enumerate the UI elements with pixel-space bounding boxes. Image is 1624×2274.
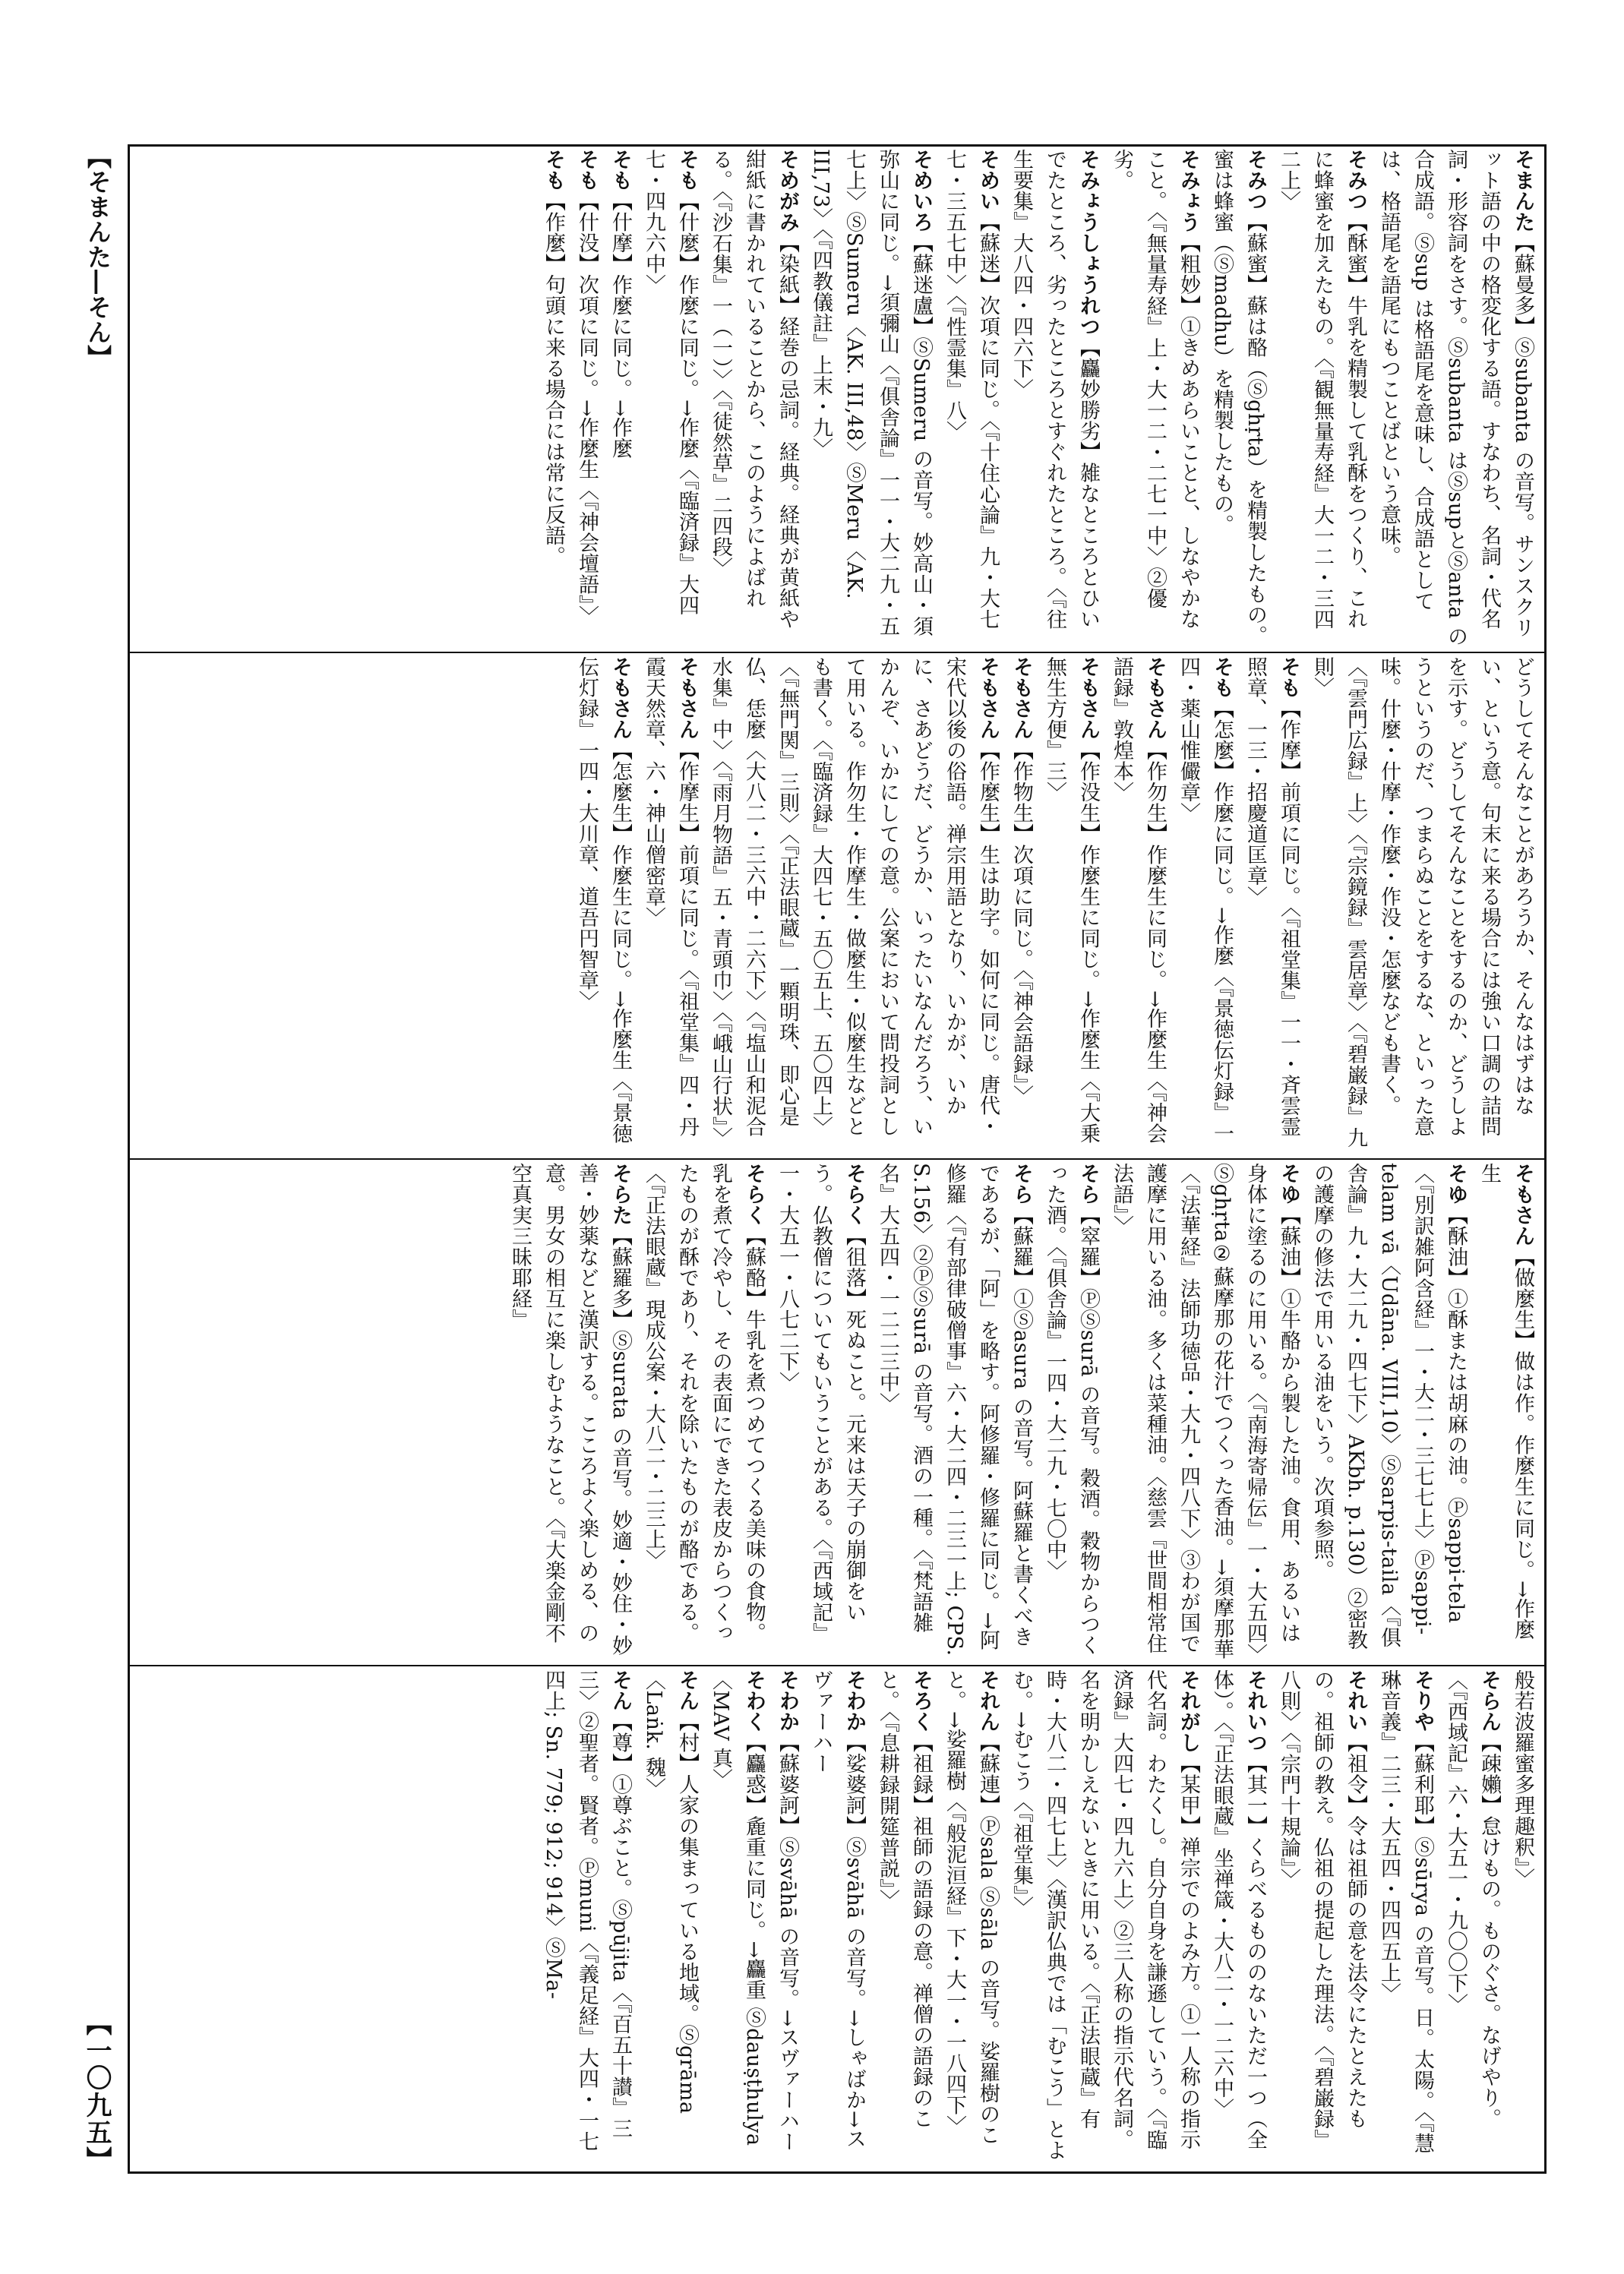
entry-body: 【窣羅】ⓅⓈsurā の音写。穀酒。穀物からつくった酒。〈『俱舎論』一四・大二九・七〇中〉	[1043, 1163, 1100, 1656]
entry-headword: そまんた	[1511, 149, 1534, 232]
entry-headword: そも	[608, 149, 632, 191]
dictionary-entry	[1038, 656, 1104, 1154]
dictionary-entry	[1472, 1163, 1539, 1660]
dictionary-entry	[536, 1669, 637, 2169]
dictionary-entry	[703, 656, 1004, 1154]
entry-body: 【疎嬾】怠けもの。ものぐさ。なげやり。〈『西域記』六・大五一・九〇〇下〉	[1444, 1669, 1501, 2129]
entry-body: 【蘇連】Ⓟsala Ⓢsāla の音写。娑羅樹のこと。→娑羅樹〈『般泥洹経』下・大一・一八四下〉	[943, 1669, 1000, 2146]
entry-headword: そらた	[608, 1163, 632, 1226]
entry-headword: そもさん	[675, 656, 699, 740]
band-divider-2	[128, 1158, 1547, 1160]
entry-body: 【蘇酪】牛乳を煮つめてつくる美味の食物。乳を煮て冷やし、その表面にできた表皮からつくったものが酥であり、それを除いたものが酪である。〈『正法眼蔵』現成公案・大八二・二三上〉	[642, 1163, 766, 1644]
entry-body: 【作勿生】作麼生に同じ。→作麼生〈『神会語録』敦煌本〉	[1110, 656, 1167, 1145]
entry-headword: そもさん	[1009, 656, 1033, 740]
entry-body: 【麤妙勝劣】雑なところとひいでたところ、劣ったところとすぐれたところ。〈『往生要集』大八四・四六下〉	[1009, 149, 1100, 630]
entry-body: 【作摩】前項に同じ。〈『祖堂集』一一・斉雲霊照章、一三・招慶道匡章〉	[1243, 656, 1300, 1137]
entry-headword: そわか	[842, 1669, 866, 1732]
entry-body: 【蘇油】①牛酪から製した油。食用、あるいは身体に塗るのに用いる。〈『南海寄帰伝』一・大五四〉Ⓢghṛta②蘇摩那の花汁でつくった香油。→須摩那華〈『法華経』法師功徳品・大九・四八下〉③わが国で護摩に用いる油。多くは菜種油。〈慈雲『世間相常住法語』〉	[1110, 1163, 1300, 1660]
dictionary-entry	[1305, 1163, 1472, 1660]
entry-headword: そん	[608, 1669, 632, 1711]
entry-body: 【作没生】作麼生に同じ。→作麼生〈『大乗無生方便』三〉	[1043, 656, 1100, 1145]
entry-body: 【什麼】作麼に同じ。→作麼〈『臨済録』大四七・四九六中〉	[642, 149, 699, 616]
entry-body: 【作麼生】生は助字。如何に同じ。唐代・宋代以後の俗語。禅宗用語となり、いかが、いかに、さあどうだ、どうか、いったいなんだろう、いかんぞ、いかにしての意。公案において問投詞として用いる。作勿生・作摩生・做麼生・似麼生などとも書く。〈『臨済録』大四七・五〇五上、五〇四上〉〈『無門関』三則〉〈『正法眼蔵』一顆明珠、即心是仏、恁麼〈大八二・三六中・二六下〉〈『塩山和泥合水集』中〉〈『雨月物語』五・青頭巾〉〈『峨山行状』〉	[709, 656, 1000, 1148]
entry-headword: そもさん	[608, 656, 632, 740]
entry-body: 【蘇蜜】蘇は酪（Ⓢghṛta）を精製したもの。蜜は蜂蜜（Ⓢmadhu）を精製したもの。	[1210, 149, 1267, 646]
dictionary-entry	[1272, 149, 1372, 647]
dictionary-entry	[1238, 656, 1305, 1154]
entry-body: 【染紙】経巻の忌詞。経典。経典が黄紙や紺紙に書かれていることから、このようによばれる。〈『沙石集』一（一）〉〈『徒然草』二四段〉	[709, 149, 799, 630]
entry-headword: そも	[542, 149, 565, 191]
dictionary-entry	[1004, 149, 1104, 647]
dictionary-entry	[870, 1163, 1038, 1660]
dictionary-entry	[1004, 656, 1038, 1154]
dictionary-entry	[703, 1669, 770, 2169]
entry-body: 【作摩生】前項に同じ。〈『祖堂集』四・丹霞天然章、六・神山僧密章〉	[642, 656, 699, 1137]
entry-body: 【粗妙】①きめあらいことと、しなやかなこと。〈『無量寿経』上・大一二・二七一中〉②優劣。	[1110, 149, 1200, 630]
entry-headword: そわく	[742, 1669, 766, 1732]
page-number: 【一〇九五】	[81, 2010, 112, 2174]
entry-headword: そも	[1210, 656, 1234, 698]
entry-headword: そら	[1009, 1163, 1033, 1205]
dictionary-entry	[1205, 1669, 1272, 2169]
entry-headword: そら	[1076, 1163, 1100, 1205]
entry-headword: それいつ	[1243, 1669, 1267, 1753]
dictionary-entry	[1372, 1669, 1439, 2169]
entry-body: 【蘇迷】次項に同じ。〈『十住心論』九・大七七・三五七中〉〈『性霊集』八〉	[943, 149, 1000, 630]
entry-body: 【酥蜜】牛乳を精製して乳酥をつくり、これに蜂蜜を加えたもの。〈『観無量寿経』大一二・三四二上〉	[1277, 149, 1367, 630]
dictionary-entry	[804, 1669, 870, 2169]
entry-headword: そらん	[1477, 1669, 1501, 1732]
entry-body: 【蘇迷盧】ⓈSumeru の音写。妙高山・須弥山に同じ。→須彌山〈『俱舎論』一一・大二九・五七上〉ⓈSumeru〈AK. III,48〉ⓈMeru〈AK. III,73〉〈『四教儀註』上末・九〉	[809, 149, 933, 637]
entry-headword: それん	[976, 1669, 1000, 1732]
dictionary-entry	[637, 1669, 703, 2169]
entry-headword: そめい	[976, 149, 1000, 212]
dictionary-entry	[1506, 1669, 1539, 2169]
dictionary-entry	[637, 656, 703, 1154]
entry-body: 【徂落】死ぬこと。元来は天子の崩御をいう。仏教僧についてもいうことがある。〈『西域記』一・大五一・八七二下〉	[776, 1163, 866, 1644]
dictionary-entry	[804, 149, 937, 647]
entry-headword: そも	[1277, 656, 1300, 698]
entry-headword: そめいろ	[909, 149, 933, 232]
entry-body: 【村】人家の集まっている地域。Ⓢgrāma〈Laṅk. 魏〉	[642, 1669, 699, 2115]
entry-headword: そみつ	[1243, 149, 1267, 212]
entry-body: 【蘇羅多】Ⓢsurata の音写。妙適・妙住・妙善・妙薬などと漢訳する。こころよく楽しめる、の意。男女の相互に楽しむようなこと。〈『大楽金剛不空真実三昧耶経』	[508, 1163, 632, 1657]
dictionary-entry	[503, 1163, 637, 1660]
dictionary-entry	[1038, 1163, 1104, 1660]
entry-body: 【怎麼生】作麼生に同じ。→作麼生〈『景徳伝灯録』一四・大川章、道吾円智章〉	[575, 656, 632, 1145]
entry-headword: そも	[675, 149, 699, 191]
dictionary-entry	[870, 1669, 937, 2169]
band-divider-3	[128, 1665, 1547, 1666]
entry-headword: そもさん	[1511, 1163, 1534, 1246]
entry-body: 般若波羅蜜多理趣釈』〉	[1511, 1669, 1534, 1889]
dictionary-column-band-4	[135, 1669, 1539, 2169]
entry-body: 【其一】くらべるもののないただ一つ（全体）。〈『正法眼蔵』坐禅箴・大八二・一二六中〉	[1210, 1669, 1267, 2150]
entry-body: 【怎麼】作麼に同じ。→作麼〈『景徳伝灯録』一四・薬山惟儼章〉	[1177, 656, 1234, 1145]
entry-headword: そわか	[776, 1669, 799, 1732]
entry-headword: そみょうしょうれつ	[1076, 149, 1100, 337]
dictionary-entry	[1104, 656, 1171, 1154]
entry-body: 【某甲】禅宗でのよみ方。①一人称の指示代名詞。わたくし。自分自身を謙遜していう。〈『臨済録』大四七・四九六上〉②三人称の指示代名詞。名を明かしえないときに用いる。〈『正法眼蔵』有時・大八二・四七上〉〈漢訳仏典では「むこう」とよむ。→むこう〈『祖堂集』〉	[1009, 1669, 1200, 2161]
dictionary-entry	[536, 149, 570, 647]
entry-headword: そみつ	[1344, 149, 1367, 212]
dictionary-entry	[1272, 1669, 1372, 2169]
entry-headword: そろく	[909, 1669, 933, 1732]
dictionary-entry	[937, 1669, 1004, 2169]
entry-headword: そめがみ	[776, 149, 799, 232]
dictionary-entry	[1104, 1163, 1305, 1660]
dictionary-entry	[937, 149, 1004, 647]
entry-headword: そもさん	[1076, 656, 1100, 740]
entry-body: 【作物生】次項に同じ。〈『神会語録』〉	[1009, 740, 1033, 1106]
dictionary-entry	[1372, 149, 1539, 647]
entry-body: 【酥油】①酥または胡麻の油。Ⓟsappi-tela〈『別訳雑阿含経』一・大二・三七七上〉Ⓟsappi-telam vā〈Udāna. VIII,10〉Ⓢsarpis-taila〈『俱舎論』九・大二九・四七下〉AKbh. p.130）②密教の護摩の修法で用いる油をいう。次項参照。	[1310, 1163, 1468, 1650]
entry-body: 【尊】①尊ぶこと。Ⓢpūjita〈『百五十讃』三三〉②聖者。賢者。Ⓟmuni〈『義足経』大四・一七四上; Sn. 779; 912; 914〉ⓈMa-	[542, 1669, 632, 2152]
entry-headword: そゆ	[1277, 1163, 1300, 1205]
dictionary-entry	[637, 149, 703, 647]
entry-body: 【什没】次項に同じ。→作麼生〈『神会壇語』〉	[575, 191, 599, 627]
dictionary-entry	[1305, 656, 1539, 1154]
dictionary-entry	[570, 149, 603, 647]
entry-body: 【蘇曼多】Ⓢsubanta の音写。サンスクリット語の中の格変化する語。すなわち、名詞・代名詞・形容詞をさす。Ⓢsubanta はⓈsupとⓈanta の合成語。Ⓢsup は格語尾を意味し、合成語としては、格語尾を語尾にもつことばという意味。	[1377, 149, 1534, 647]
entry-body: 【娑婆訶】Ⓢsvāhā の音写。→しゃばか→スヴァーハー	[809, 1669, 866, 2149]
dictionary-entry	[770, 1163, 870, 1660]
entry-headword: そりや	[1411, 1669, 1434, 1732]
entry-body: 【祖令】令は祖師の意を法令にたとえたもの。祖師の教え。仏祖の提起した理法。〈『碧巌録』八則〉〈『宗門十規論』〉	[1277, 1669, 1367, 2150]
entry-body: 【蘇利耶】Ⓢsūrya の音写。日。太陽。〈『慧琳音義』二三・大五四・四四五上〉	[1377, 1669, 1434, 2154]
dictionary-entry	[703, 149, 804, 647]
dictionary-entry	[603, 149, 637, 647]
band-divider-1	[128, 652, 1547, 653]
dictionary-entry	[770, 1669, 804, 2169]
entry-body: 【什摩】作麼に同じ。→作麼	[608, 191, 632, 460]
dictionary-column-band-2	[135, 656, 1539, 1154]
entry-body: 【麤惑】麁重に同じ。→麤重 Ⓢdauṣṭhulya〈MAV 真〉	[709, 1669, 766, 2146]
dictionary-entry	[1171, 656, 1238, 1154]
entry-body: 【做麼生】做は作。作麼生に同じ。→作麼生	[1477, 1163, 1534, 1641]
entry-headword: そもさん	[1143, 656, 1167, 740]
entry-body: 【蘇羅】①Ⓢasura の音写。阿蘇羅と書くべきであるが、「阿」を略す。阿修羅・修羅に同じ。→阿修羅〈『有部律破僧事』六・大二四・二三一上; CPS. S.156〉②ⓅⓈsurā の音写。酒の一種。〈『梵語雑名』大五四・一二二三中〉	[876, 1163, 1033, 1657]
dictionary-entry	[1104, 149, 1205, 647]
entry-body: 【作麼】句頭に来る場合には常に反語。	[542, 191, 565, 567]
running-head: 【そまんた―そん】	[84, 144, 112, 370]
entry-body: 【祖録】祖師の語録の意。禅僧の語録のこと。〈『息耕録開筵普説』〉	[876, 1669, 933, 2129]
entry-body: どうしてそんなことがあろうか、そんなはずはない、という意。句末に来る場合には強い口調の詰問を示す。どうしてそんなことをするのか、どうしようというのだ、つまらぬことをするな、といった意味。什麼・什摩・作麼・作没・怎麼なども書く。〈『雲門広録』上〉〈『宗鏡録』雲居章〉〈『碧巌録』九則〉	[1310, 656, 1534, 1148]
entry-headword: そらく	[742, 1163, 766, 1226]
dictionary-entry	[570, 656, 637, 1154]
entry-headword: そもさん	[976, 656, 1000, 740]
entry-headword: そゆ	[1444, 1163, 1468, 1205]
entry-headword: そらく	[842, 1163, 866, 1226]
dictionary-column-band-1	[135, 149, 1539, 647]
entry-headword: それい	[1344, 1669, 1367, 1732]
dictionary-column-band-3	[135, 1163, 1539, 1660]
entry-headword: そん	[675, 1669, 699, 1711]
entry-headword: そみょう	[1177, 149, 1200, 232]
dictionary-entry	[637, 1163, 770, 1660]
entry-body: 【蘇婆訶】Ⓢsvāhā の音写。→スヴァーハー	[776, 1732, 799, 2152]
entry-headword: そも	[575, 149, 599, 191]
entry-headword: それがし	[1177, 1669, 1200, 1753]
dictionary-entry	[1004, 1669, 1205, 2169]
dictionary-entry	[1205, 149, 1272, 647]
dictionary-entry	[1439, 1669, 1506, 2169]
